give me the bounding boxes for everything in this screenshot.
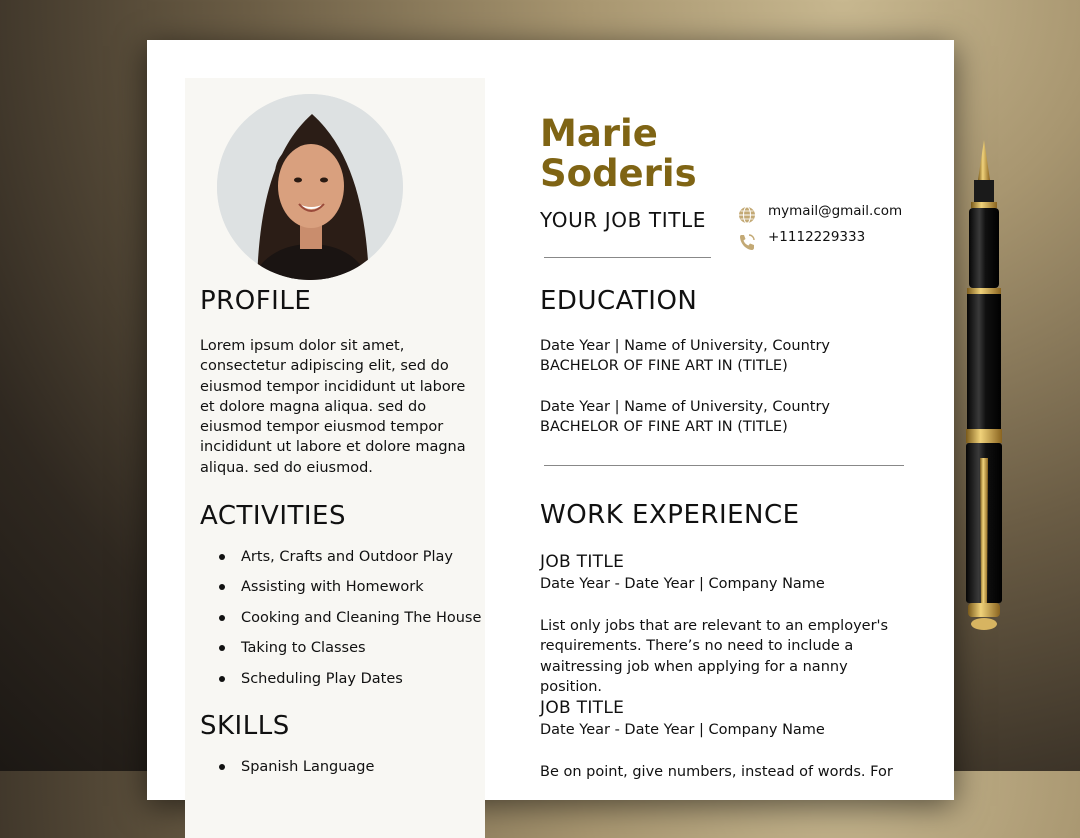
- phone-text[interactable]: +1112229333: [768, 229, 866, 245]
- bullet-icon: [219, 645, 225, 651]
- list-item: Spanish Language: [200, 757, 374, 787]
- job-meta: Date Year - Date Year | Company Name: [540, 722, 825, 738]
- job-title-heading: JOB TITLE: [540, 698, 625, 718]
- list-item: Cooking and Cleaning The House: [200, 608, 481, 638]
- email-text[interactable]: mymail@gmail.com: [768, 203, 903, 219]
- profile-heading: PROFILE: [200, 286, 312, 316]
- list-item: Arts, Crafts and Outdoor Play: [200, 547, 481, 577]
- education-heading: EDUCATION: [540, 286, 698, 316]
- bullet-icon: [219, 615, 225, 621]
- candidate-name: Marie Soderis: [540, 112, 697, 195]
- job-title: YOUR JOB TITLE: [540, 208, 706, 232]
- activities-heading: ACTIVITIES: [200, 501, 346, 531]
- education-entry: Date Year | Name of University, Country BACHELOR OF FINE ART IN (TITLE): [540, 338, 831, 375]
- bullet-icon: [219, 584, 225, 590]
- job-meta: Date Year - Date Year | Company Name: [540, 576, 825, 592]
- list-item: Assisting with Homework: [200, 577, 481, 607]
- divider: [544, 257, 711, 258]
- list-item: Scheduling Play Dates: [200, 669, 481, 699]
- work-experience-heading: WORK EXPERIENCE: [540, 500, 800, 530]
- job-title-heading: JOB TITLE: [540, 552, 625, 572]
- bullet-icon: [219, 764, 225, 770]
- fountain-pen-icon: [958, 138, 1010, 638]
- bullet-icon: [219, 554, 225, 560]
- job-description: List only jobs that are relevant to an employer's requirements. There’s no need to include a waitressing job when applying for a nanny position.: [540, 618, 889, 695]
- skills-list: [200, 757, 374, 787]
- job-description: Be on point, give numbers, instead of words. For: [540, 764, 893, 780]
- resume-page: [147, 40, 954, 800]
- activities-list: [200, 547, 481, 699]
- profile-photo: [217, 94, 403, 280]
- skills-heading: SKILLS: [200, 711, 290, 741]
- list-item: Taking to Classes: [200, 638, 481, 668]
- bullet-icon: [219, 676, 225, 682]
- divider: [544, 465, 904, 466]
- education-entry: Date Year | Name of University, Country BACHELOR OF FINE ART IN (TITLE): [540, 399, 831, 436]
- globe-icon: [737, 205, 757, 225]
- profile-text: Lorem ipsum dolor sit amet, consectetur adipiscing elit, sed do eiusmod tempor incididunt ut labore et dolore magna aliqua. sed do eiusmod tempor eiusmod tempor incididunt ut labore et dolore magna aliqua. sed do eiusmod.: [200, 338, 466, 476]
- phone-icon: [737, 232, 757, 252]
